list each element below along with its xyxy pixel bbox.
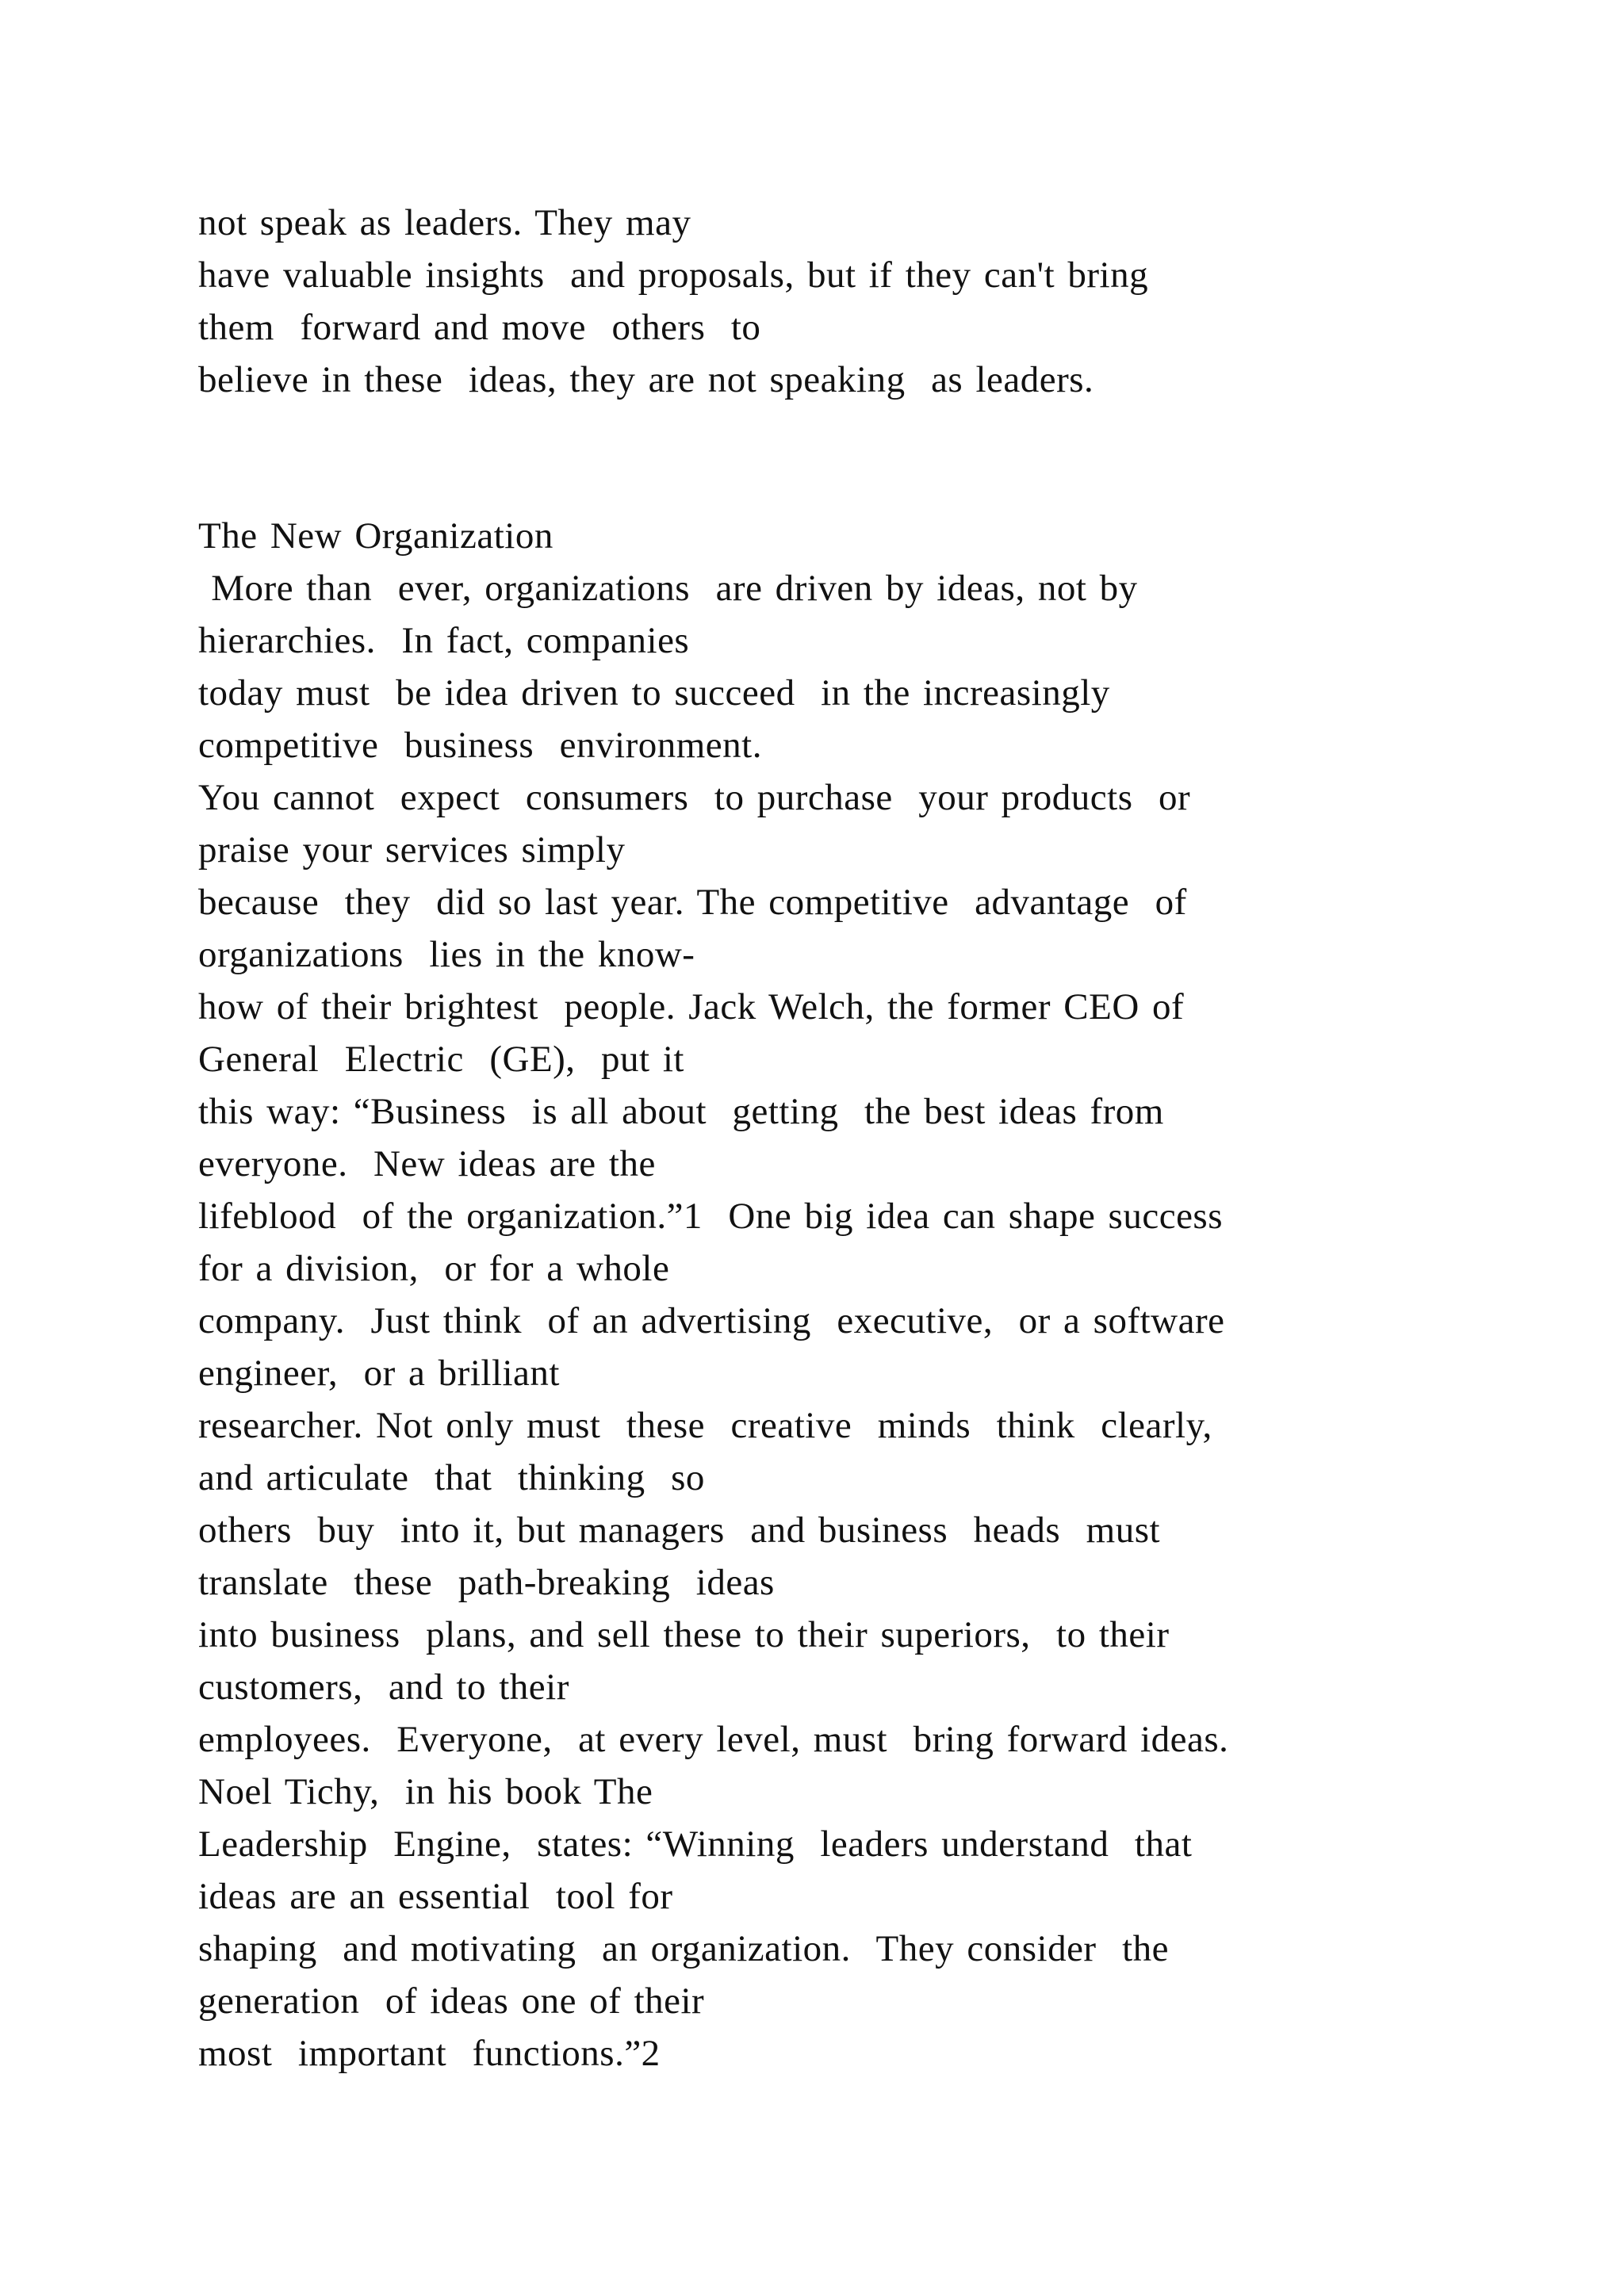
- text-line: employees. Everyone, at every level, must bring forward ideas.: [198, 1719, 1229, 1760]
- intro-paragraph: [198, 197, 1505, 406]
- text-line: translate these path-breaking ideas: [198, 1562, 775, 1603]
- section-heading: The New Organization: [198, 515, 553, 557]
- text-line: generation of ideas one of their: [198, 1980, 705, 2022]
- text-line: praise your services simply: [198, 829, 626, 871]
- text-line: them forward and move others to: [198, 307, 761, 348]
- text-line: ideas are an essential tool for: [198, 1876, 673, 1917]
- text-line: Leadership Engine, states: “Winning leaders understand that: [198, 1823, 1193, 1865]
- text-line: and articulate that thinking so: [198, 1457, 705, 1498]
- text-line: researcher. Not only must these creative minds think clearly,: [198, 1405, 1212, 1446]
- text-line: everyone. New ideas are the: [198, 1143, 656, 1184]
- text-line: into business plans, and sell these to their superiors, to their: [198, 1614, 1170, 1655]
- text-line: General Electric (GE), put it: [198, 1039, 684, 1080]
- text-line: Noel Tichy, in his book The: [198, 1771, 653, 1812]
- text-line: lifeblood of the organization.”1 One big idea can shape success: [198, 1196, 1224, 1237]
- text-line: others buy into it, but managers and business heads must: [198, 1510, 1161, 1551]
- text-line: today must be idea driven to succeed in the increasingly: [198, 672, 1110, 714]
- text-line: You cannot expect consumers to purchase your products or: [198, 777, 1191, 818]
- text-line: organizations lies in the know-: [198, 934, 695, 975]
- text-line: company. Just think of an advertising executive, or a software: [198, 1300, 1225, 1341]
- text-line: shaping and motivating an organization. They consider the: [198, 1928, 1170, 1969]
- text-line: how of their brightest people. Jack Welch, the former CEO of: [198, 986, 1185, 1027]
- text-line: not speak as leaders. They may: [198, 202, 691, 243]
- text-line: most important functions.”2: [198, 2033, 661, 2074]
- text-line: hierarchies. In fact, companies: [198, 620, 690, 661]
- text-line: More than ever, organizations are driven by ideas, not by: [198, 568, 1138, 609]
- section-new-organization: [198, 510, 1505, 2080]
- text-line: this way: “Business is all about getting the best ideas from: [198, 1091, 1164, 1132]
- text-line: believe in these ideas, they are not speaking as leaders.: [198, 359, 1094, 400]
- text-line: for a division, or for a whole: [198, 1248, 670, 1289]
- text-line: customers, and to their: [198, 1667, 569, 1708]
- text-line: have valuable insights and proposals, but if they can't bring: [198, 254, 1149, 296]
- text-line: engineer, or a brilliant: [198, 1353, 560, 1394]
- text-line: competitive business environment.: [198, 725, 762, 766]
- text-line: because they did so last year. The competitive advantage of: [198, 882, 1187, 923]
